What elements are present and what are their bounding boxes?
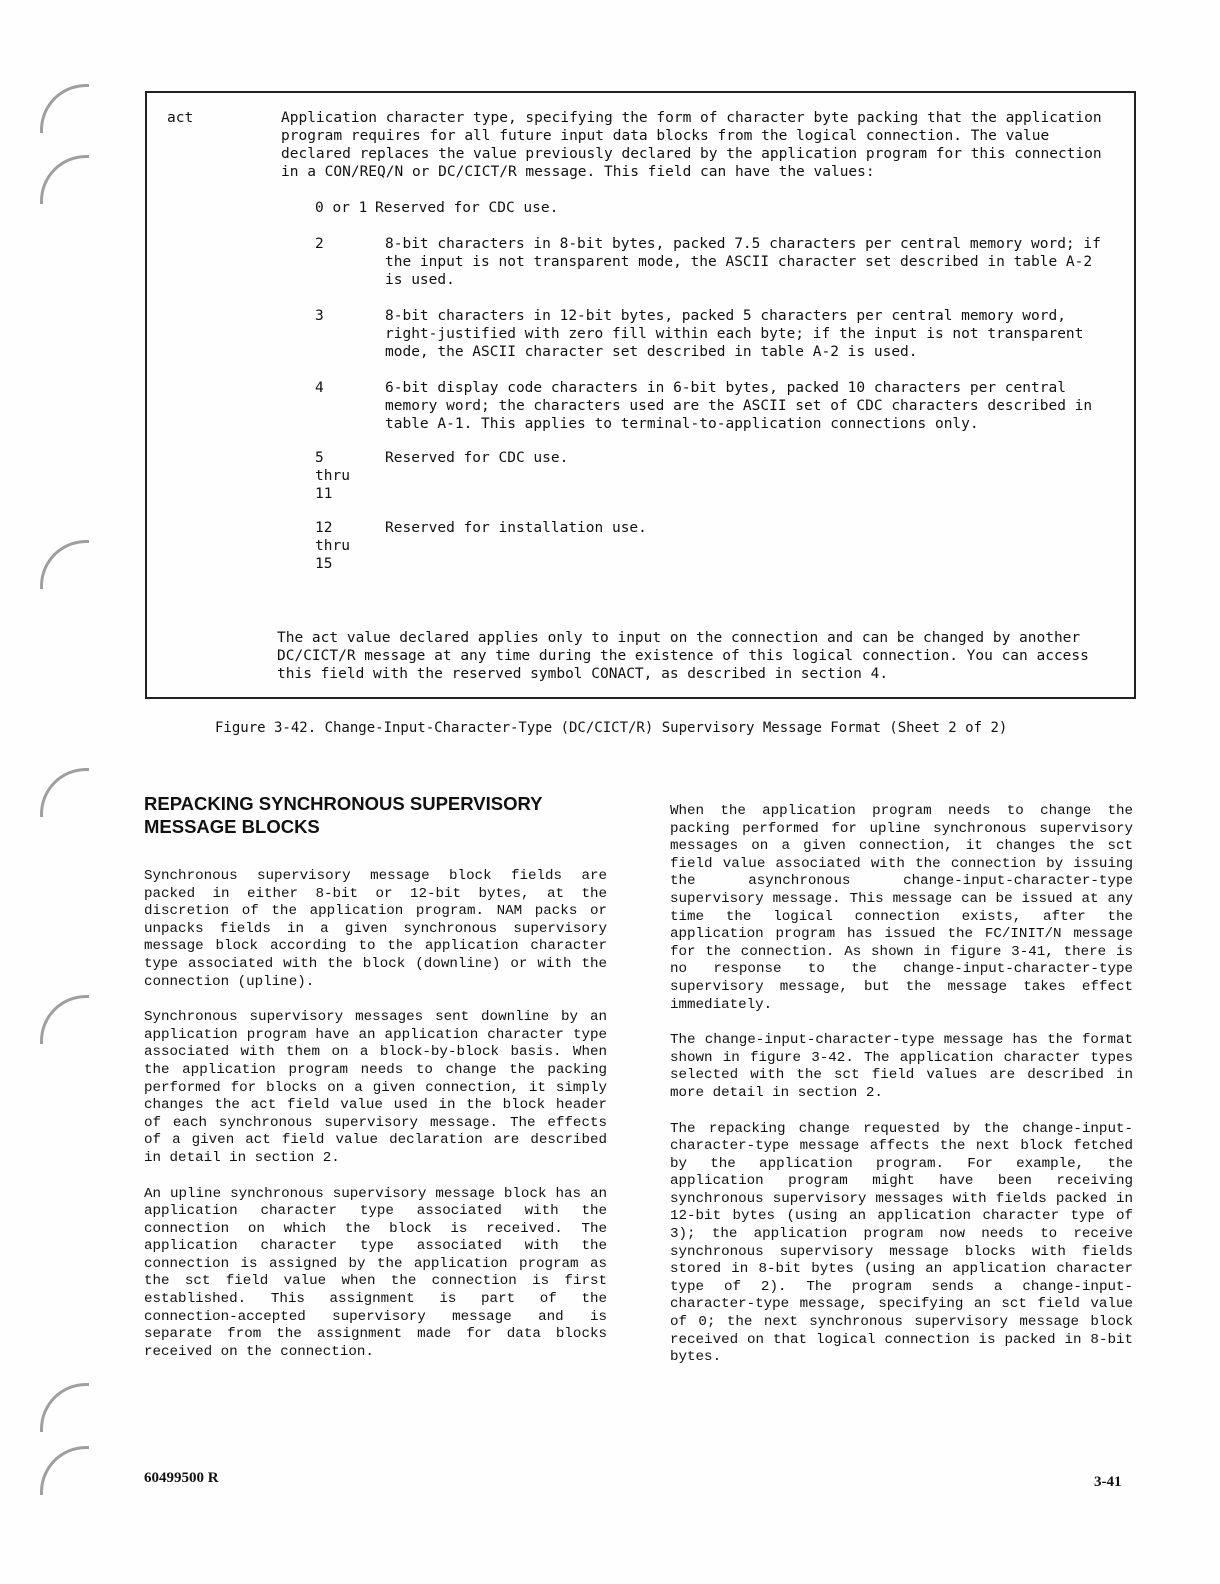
page-number: 3-41 — [1094, 1474, 1122, 1490]
left-column — [144, 868, 607, 1379]
binder-hole-mark — [40, 1383, 89, 1432]
field-name: act — [167, 110, 194, 126]
paragraph: Synchronous supervisory messages sent downline by an application program have an application character type associated with them on a block-by-block basis. When the application program needs to change the packing performed for blocks on a given connection, it simply changes the act field value used in the block header of each synchronous supervisory message. The effects of a given act field value declaration are described in detail in section 2. — [144, 1009, 607, 1166]
binder-hole-mark — [40, 1446, 89, 1495]
value-description: 8-bit characters in 12-bit bytes, packed 5 characters per central memory word, right-justified with zero fill within each byte; if the input is not transparent mode, the ASCII character set described in table A-2 is used. — [385, 308, 1084, 360]
value-description: Reserved for CDC use. — [375, 200, 559, 216]
document-number: 60499500 R — [144, 1470, 219, 1486]
value-code: 4 — [315, 380, 324, 396]
value-description: Reserved for CDC use. — [385, 450, 569, 466]
paragraph: Synchronous supervisory message block fields are packed in either 8-bit or 12-bit bytes, at the discretion of the application program. NAM packs or unpacks fields in a given synchronous supervisory message block according to the application character type associated with the block (downline) or with the connection (upline). — [144, 868, 607, 990]
figure-box — [145, 91, 1136, 699]
binder-hole-mark — [40, 540, 89, 589]
right-column — [670, 803, 1133, 1385]
value-row — [315, 449, 1115, 503]
value-row — [315, 199, 1115, 217]
paragraph: The repacking change requested by the change-input-character-type message affects the next block fetched by the application program. For example, the application program might have been receiving synchronous supervisory messages with fields packed in 12-bit bytes (using an application character type of 3); the application program now needs to receive synchronous supervisory message blocks with fields stored in 8-bit bytes (using an application character type of 2). The program sends a change-input-character-type message, specifying an sct field value of 0; the next synchronous supervisory message block received on that logical connection is packed in 8-bit bytes. — [670, 1120, 1133, 1366]
binder-hole-mark — [40, 768, 89, 817]
value-code: 5 thru 11 — [315, 450, 350, 502]
value-description: 8-bit characters in 8-bit bytes, packed 7.5 characters per central memory word; if the input is not transparent mode, the ASCII character set described in table A-2 is used. — [385, 236, 1101, 288]
binder-hole-mark — [40, 155, 89, 204]
value-code: 0 or 1 — [315, 200, 368, 216]
paragraph: The change-input-character-type message has the format shown in figure 3-42. The application character types selected with the sct field values are described in more detail in section 2. — [670, 1032, 1133, 1101]
value-description: 6-bit display code characters in 6-bit bytes, packed 10 characters per central memory word; the characters used are the ASCII set of CDC characters described in table A-1. This applies to terminal-to-application connections only. — [385, 380, 1093, 432]
figure-caption: Figure 3-42. Change-Input-Character-Type (DC/CICT/R) Supervisory Message Format (Sheet 2 of 2) — [215, 720, 1008, 736]
value-code: 12 thru 15 — [315, 520, 350, 572]
value-code: 2 — [315, 236, 324, 252]
binder-hole-mark — [40, 84, 89, 133]
section-heading: REPACKING SYNCHRONOUS SUPERVISORY MESSAGE BLOCKS — [144, 793, 543, 837]
value-code: 3 — [315, 308, 324, 324]
binder-hole-mark — [40, 995, 89, 1044]
value-row — [315, 307, 1115, 361]
paragraph: When the application program needs to change the packing performed for upline synchronous supervisory messages on a given connection, it changes the sct field value associated with the connection by issuing the asynchronous change-input-character-type supervisory message. This message can be issued at any time the logical connection exists, after the application program has issued the FC/INIT/N message for the connection. As shown in figure 3-41, there is no response to the change-input-character-type supervisory message, but the message takes effect immediately. — [670, 803, 1133, 1013]
value-row — [315, 235, 1115, 289]
value-row — [315, 519, 1115, 573]
value-row — [315, 379, 1115, 433]
value-description: Reserved for installation use. — [385, 520, 647, 536]
value-list — [315, 199, 1115, 573]
paragraph: An upline synchronous supervisory message block has an application character type associated with the connection on which the block is received. The application character type associated with the connection is assigned by the application program as the sct field value when the connection is first established. This assignment is part of the connection-accepted supervisory message and is separate from the assignment made for data blocks received on the connection. — [144, 1185, 607, 1360]
closing-note: The act value declared applies only to input on the connection and can be changed by another DC/CICT/R message at any time during the existence of this logical connection. You can access this field with the reserved symbol CONACT, as described in section 4. — [277, 630, 1089, 682]
field-description: Application character type, specifying the form of character byte packing that the application program requires for all future input data blocks from the logical connection. The value declared replaces the value previously declared by the application program for this connection in a CON/REQ/N or DC/CICT/R message. This field can have the values: — [281, 110, 1102, 180]
